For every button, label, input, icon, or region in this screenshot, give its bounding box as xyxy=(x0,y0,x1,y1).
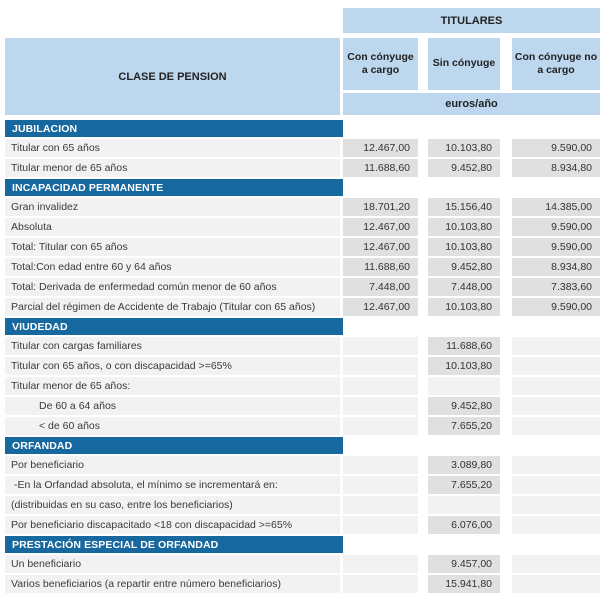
value-cell: 15.156,40 xyxy=(428,198,500,216)
row-label: -En la Orfandad absoluta, el mínimo se incrementará en: xyxy=(5,476,340,494)
empty-cell xyxy=(428,377,500,395)
value-cell: 9.590,00 xyxy=(512,218,600,236)
empty-cell xyxy=(343,357,418,375)
value-cell: 10.103,80 xyxy=(428,357,500,375)
row-label: Titular con 65 años xyxy=(5,139,340,157)
value-cell: 9.452,80 xyxy=(428,397,500,415)
row-label: Varios beneficiarios (a repartir entre número beneficiarios) xyxy=(5,575,340,593)
row-label: Parcial del régimen de Accidente de Trabajo (Titular con 65 años) xyxy=(5,298,340,316)
col-header-con-conyuge-a-cargo: Con cónyuge a cargo xyxy=(343,38,418,90)
table-row xyxy=(5,159,601,177)
value-cell: 9.452,80 xyxy=(428,159,500,177)
empty-cell xyxy=(512,516,600,534)
row-label: Por beneficiario discapacitado <18 con discapacidad >=65% xyxy=(5,516,340,534)
table-row xyxy=(5,258,601,276)
titulares-header-row xyxy=(343,8,601,33)
value-cell: 9.452,80 xyxy=(428,258,500,276)
table-row xyxy=(5,198,601,216)
table-row xyxy=(5,278,601,296)
value-cell: 11.688,60 xyxy=(343,159,418,177)
empty-cell xyxy=(512,456,600,474)
row-label: Absoluta xyxy=(5,218,340,236)
value-cell: 11.688,60 xyxy=(343,258,418,276)
row-label: Titular con cargas familiares xyxy=(5,337,340,355)
table-row xyxy=(5,357,601,375)
empty-cell xyxy=(512,476,600,494)
value-cell: 9.590,00 xyxy=(512,139,600,157)
table-row xyxy=(5,139,601,157)
value-cell: 18.701,20 xyxy=(343,198,418,216)
row-label: Total: Titular con 65 años xyxy=(5,238,340,256)
row-label: < de 60 años xyxy=(5,417,340,435)
empty-cell xyxy=(512,377,600,395)
row-label: Un beneficiario xyxy=(5,555,340,573)
empty-cell xyxy=(343,496,418,514)
row-label: Titular menor de 65 años: xyxy=(5,377,340,395)
section-row-orfandad xyxy=(5,437,601,454)
table-row xyxy=(5,516,601,534)
value-cell: 10.103,80 xyxy=(428,238,500,256)
empty-cell xyxy=(343,337,418,355)
section-row-jubilacion xyxy=(5,120,601,137)
value-cell: 8.934,80 xyxy=(512,258,600,276)
value-cell: 9.590,00 xyxy=(512,298,600,316)
table-row xyxy=(5,575,601,593)
empty-cell xyxy=(343,516,418,534)
empty-cell xyxy=(343,456,418,474)
value-cell: 7.448,00 xyxy=(343,278,418,296)
value-cell: 7.655,20 xyxy=(428,476,500,494)
value-cell: 14.385,00 xyxy=(512,198,600,216)
clase-de-pension-header: CLASE DE PENSION xyxy=(5,38,340,115)
row-label: Titular menor de 65 años xyxy=(5,159,340,177)
value-cell: 6.076,00 xyxy=(428,516,500,534)
value-cell: 3.089,80 xyxy=(428,456,500,474)
row-label: Titular con 65 años, o con discapacidad >=65% xyxy=(5,357,340,375)
empty-cell xyxy=(428,496,500,514)
col-header-con-conyuge-no-a-cargo: Con cónyuge no a cargo xyxy=(512,38,600,90)
value-cell: 10.103,80 xyxy=(428,298,500,316)
empty-cell xyxy=(343,476,418,494)
value-cell: 7.448,00 xyxy=(428,278,500,296)
value-cell: 9.457,00 xyxy=(428,555,500,573)
value-cell: 10.103,80 xyxy=(428,139,500,157)
section-title-incapacidad-permanente: INCAPACIDAD PERMANENTE xyxy=(5,179,343,196)
value-cell: 12.467,00 xyxy=(343,238,418,256)
table-row xyxy=(5,476,601,494)
table-row xyxy=(5,397,601,415)
empty-cell xyxy=(512,357,600,375)
empty-cell xyxy=(512,397,600,415)
row-label: Por beneficiario xyxy=(5,456,340,474)
section-row-viudedad xyxy=(5,318,601,335)
empty-cell xyxy=(343,417,418,435)
titulares-header: TITULARES xyxy=(343,8,600,33)
col-header-sin-conyuge: Sin cónyuge xyxy=(428,38,500,90)
value-cell: 7.655,20 xyxy=(428,417,500,435)
table-row xyxy=(5,417,601,435)
section-title-orfandad: ORFANDAD xyxy=(5,437,343,454)
empty-cell xyxy=(343,575,418,593)
section-row-prestacion-especial-de-orfandad xyxy=(5,536,601,553)
table-row xyxy=(5,456,601,474)
empty-cell xyxy=(343,555,418,573)
row-label: (distribuidas en su caso, entre los beneficiarios) xyxy=(5,496,340,514)
empty-cell xyxy=(512,496,600,514)
table-row xyxy=(5,218,601,236)
section-row-incapacidad-permanente xyxy=(5,179,601,196)
value-cell: 15.941,80 xyxy=(428,575,500,593)
value-cell: 12.467,00 xyxy=(343,218,418,236)
section-title-jubilacion: JUBILACION xyxy=(5,120,343,137)
value-cell: 12.467,00 xyxy=(343,298,418,316)
section-title-prestacion-especial-de-orfandad: PRESTACIÓN ESPECIAL DE ORFANDAD xyxy=(5,536,343,553)
section-title-viudedad: VIUDEDAD xyxy=(5,318,343,335)
table-row xyxy=(5,555,601,573)
empty-cell xyxy=(343,377,418,395)
empty-cell xyxy=(512,417,600,435)
value-column-headers xyxy=(343,38,600,115)
table-row xyxy=(5,496,601,514)
table-row xyxy=(5,298,601,316)
unit-header-euros-ano: euros/año xyxy=(343,93,600,115)
value-cell: 9.590,00 xyxy=(512,238,600,256)
empty-cell xyxy=(512,337,600,355)
value-cell: 11.688,60 xyxy=(428,337,500,355)
empty-cell xyxy=(512,575,600,593)
table-row xyxy=(5,337,601,355)
empty-cell xyxy=(343,397,418,415)
value-cell: 10.103,80 xyxy=(428,218,500,236)
row-label: De 60 a 64 años xyxy=(5,397,340,415)
value-cell: 8.934,80 xyxy=(512,159,600,177)
row-label: Total: Derivada de enfermedad común menor de 60 años xyxy=(5,278,340,296)
column-header-row xyxy=(343,38,600,90)
row-label: Total:Con edad entre 60 y 64 años xyxy=(5,258,340,276)
value-cell: 12.467,00 xyxy=(343,139,418,157)
column-header-band xyxy=(5,38,601,115)
table-row xyxy=(5,238,601,256)
row-label: Gran invalidez xyxy=(5,198,340,216)
value-cell: 7.383,60 xyxy=(512,278,600,296)
table-row xyxy=(5,377,601,395)
table-body xyxy=(0,120,601,593)
empty-cell xyxy=(512,555,600,573)
